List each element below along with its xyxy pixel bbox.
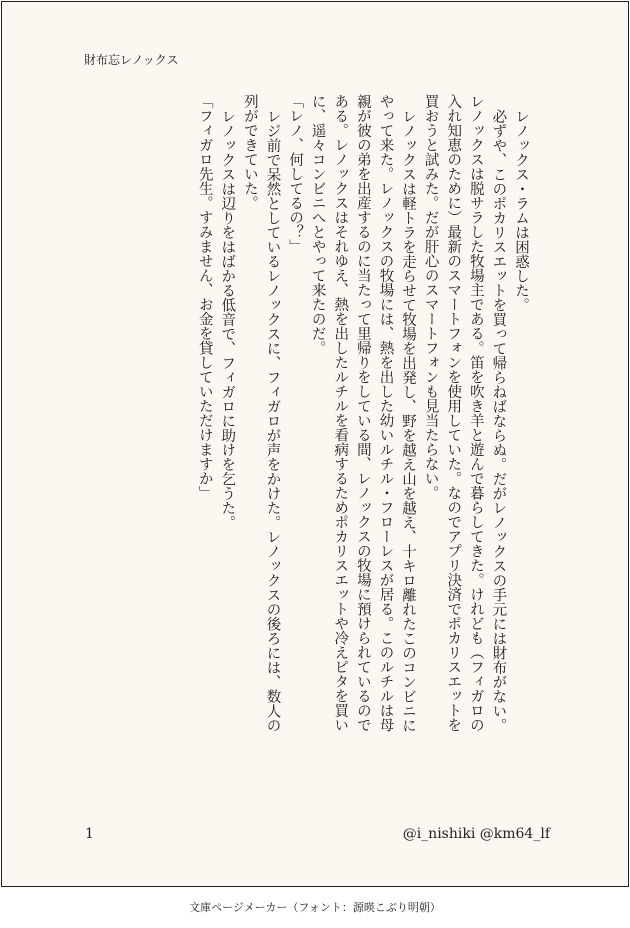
paragraph-6: レノックスは辺りをはばかる低音で、フィガロに助けを乞うた。 — [219, 108, 236, 529]
page-number: 1 — [85, 826, 94, 842]
paragraph-3: レノックスは軽トラを走らせて牧場を出発し、野を越え山を越え、十キロ離れたこのコンビニにやって来た。レノックスの牧場には、熱を出した幼いルチル・フローレスが居る。このルチルは母親が彼の弟を出産するのに当たって里帰りをしている間、レノックスの牧場に預けられているのである。レノックスはそれゆえ、熱を出したルチルを看病するためポカリスエットや冷えピタを買いに、遥々コンビニへとやって来たのだ。 — [309, 94, 417, 732]
paragraph-5: レジ前で呆然としているレノックスに、フィガロが声をかけた。レノックスの後ろには、数人の列ができていた。 — [241, 94, 281, 732]
paragraph-4: 「レノ、何してるの？」 — [287, 94, 304, 254]
generator-footer: 文庫ページメーカー（フォント：源暎こぶり明朝） — [189, 901, 441, 914]
paragraph-7: 「フィガロ先生。すみません、お金を貸していただけますか」 — [196, 94, 213, 500]
paragraph-1: レノックス・ラムは困惑した。 — [513, 108, 529, 312]
paragraph-2: 必ずや、このポカリスエットを買って帰らねばならぬ。だがレノックスの手元には財布がない。レノックスは脱サラした牧場主である。笛を吹き羊と遊んで暮らしてきた。けれども（フィガロの入れ知恵のために）最新のスマートフォンを使用していた。なのでアプリ決済でポカリスエットを買おうと試みた。だが肝心のスマートフォンも見当たらない。 — [422, 94, 507, 732]
story-body — [72, 94, 532, 734]
story-title: 財布忘レノックス — [84, 53, 179, 67]
author-credit: @i_nishiki @km64_lf — [402, 826, 550, 842]
book-page — [1, 1, 629, 887]
